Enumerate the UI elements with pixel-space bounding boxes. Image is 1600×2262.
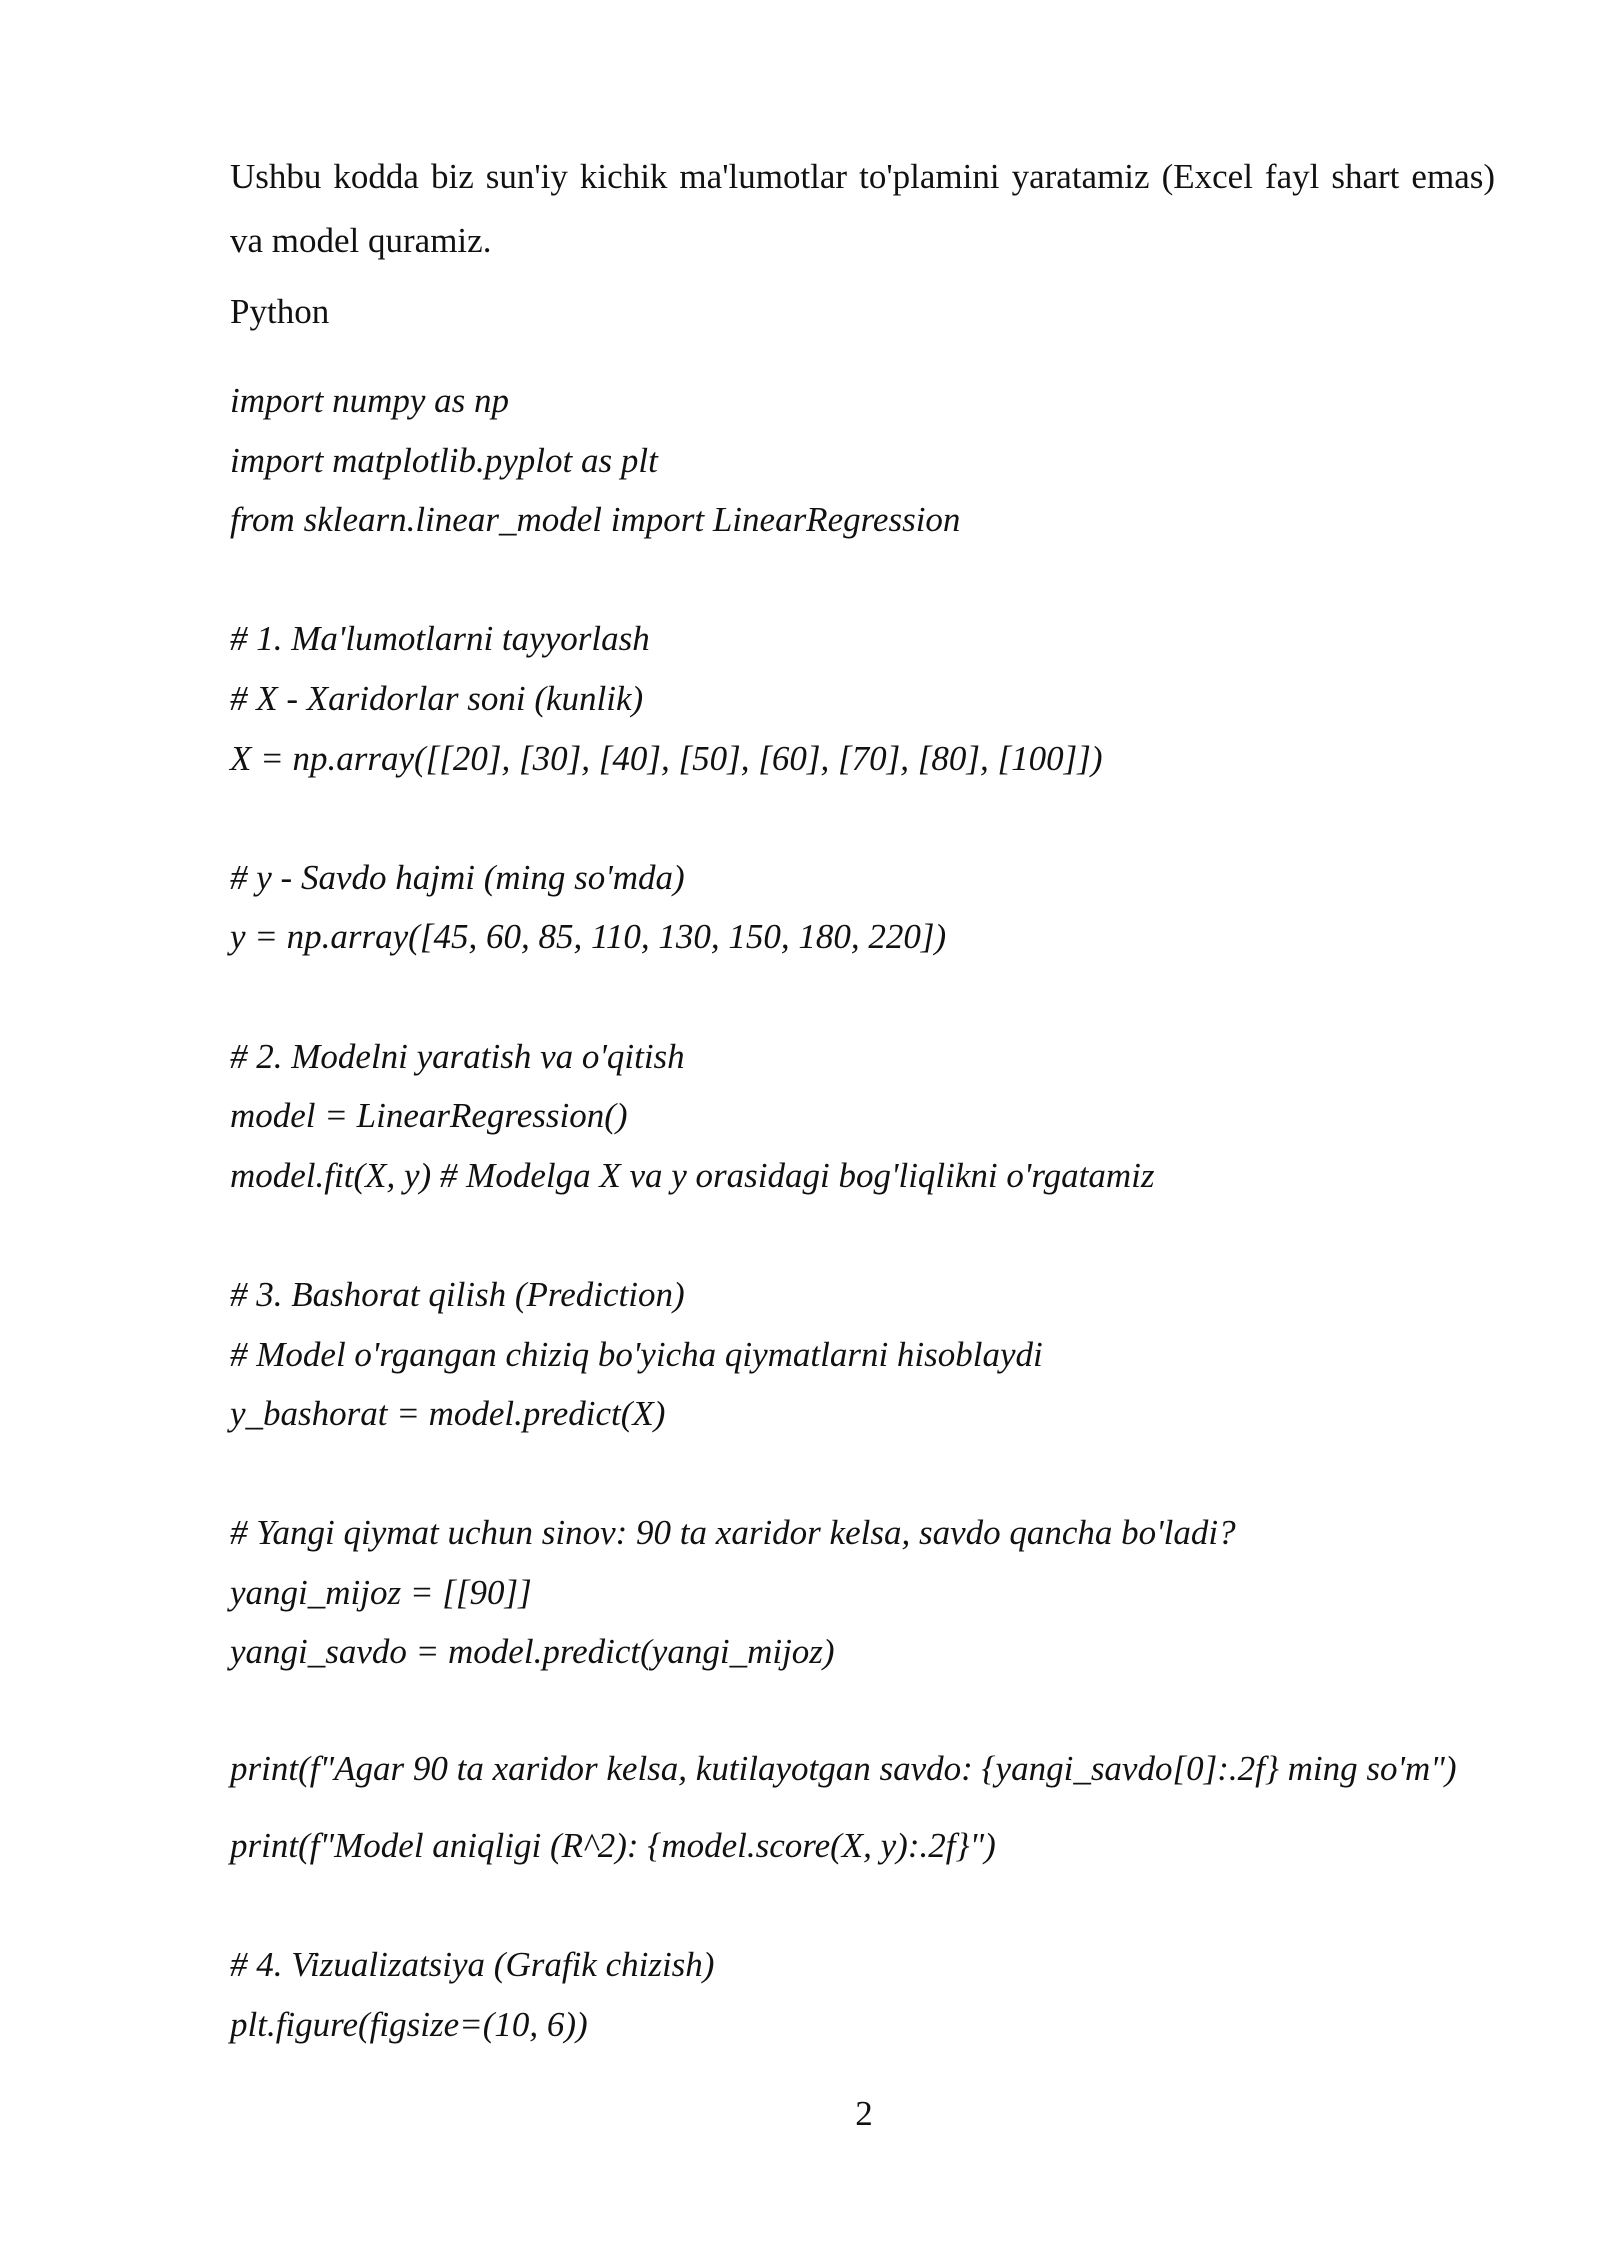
code-comment-line: # 1. Ma'lumotlarni tayyorlash bbox=[230, 619, 650, 659]
code-comment-line: # X - Xaridorlar soni (kunlik) bbox=[230, 678, 644, 718]
code-comment-line: # Yangi qiymat uchun sinov: 90 ta xaridor kelsa, savdo qancha bo'ladi? bbox=[230, 1513, 1236, 1553]
code-line: model.fit(X, y) # Modelga X va y orasidagi bog'liqlikni o'rgatamiz bbox=[230, 1155, 1155, 1195]
code-comment-line: # y - Savdo hajmi (ming so'mda) bbox=[230, 857, 685, 897]
code-blank-line bbox=[230, 967, 1495, 1027]
code-line: print(f"Model aniqligi (R^2): {model.score(X, y):.2f}") bbox=[230, 1826, 996, 1866]
page-content bbox=[230, 145, 1495, 2055]
code-comment-line: # 4. Vizualizatsiya (Grafik chizish) bbox=[230, 1945, 715, 1985]
code-line: import numpy as np bbox=[230, 381, 510, 420]
page-number: 2 bbox=[855, 2094, 873, 2133]
code-line: y_bashorat = model.predict(X) bbox=[230, 1394, 666, 1434]
code-blank-line bbox=[230, 1682, 1495, 1742]
code-blank-line bbox=[230, 550, 1495, 610]
code-line: from sklearn.linear_model import LinearRegression bbox=[230, 500, 961, 540]
code-line: yangi_mijoz = [[90]] bbox=[230, 1572, 532, 1612]
code-line: import matplotlib.pyplot as plt bbox=[230, 440, 658, 480]
code-line: print(f"Agar 90 ta xaridor kelsa, kutilayotgan savdo: {yangi_savdo[0]:.2f} ming so'm") bbox=[230, 1748, 1457, 1788]
code-blank-line bbox=[230, 1205, 1495, 1265]
code-line: plt.figure(figsize=(10, 6)) bbox=[230, 2005, 588, 2045]
code-language-label: Python bbox=[230, 292, 330, 331]
code-line: y = np.array([45, 60, 85, 110, 130, 150, 180, 220]) bbox=[230, 917, 947, 957]
code-comment-line: # 2. Modelni yaratish va o'qitish bbox=[230, 1036, 685, 1076]
code-line: X = np.array([[20], [30], [40], [50], [60], [70], [80], [100]]) bbox=[230, 738, 1103, 778]
code-comment-line: # Model o'rgangan chiziq bo'yicha qiymatlarni hisoblaydi bbox=[230, 1334, 1043, 1374]
code-blank-line bbox=[230, 1876, 1495, 1936]
code-comment-line: # 3. Bashorat qilish (Prediction) bbox=[230, 1274, 685, 1314]
code-block bbox=[230, 371, 1495, 2055]
intro-paragraph: Ushbu kodda biz sun'iy kichik ma'lumotlar to'plamini yaratamiz (Excel fayl shart emas) va model quramiz. bbox=[230, 157, 1495, 260]
code-line: model = LinearRegression() bbox=[230, 1096, 628, 1136]
code-line: yangi_savdo = model.predict(yangi_mijoz) bbox=[230, 1632, 835, 1672]
code-blank-line bbox=[230, 788, 1495, 848]
code-blank-line bbox=[230, 1444, 1495, 1504]
